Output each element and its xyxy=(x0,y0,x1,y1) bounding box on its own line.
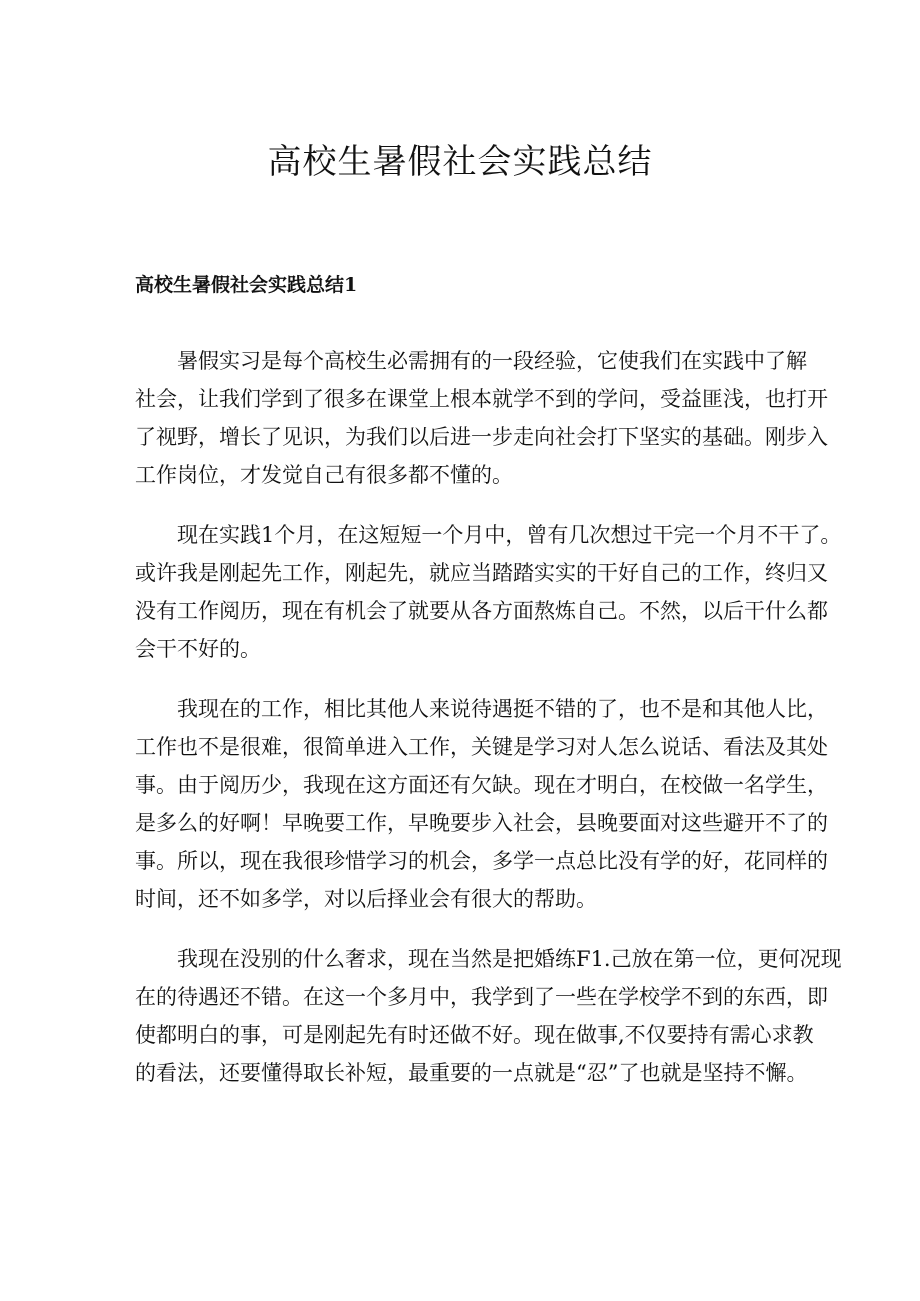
paragraph-line: 我现在的工作，相比其他人来说待遇挺不错的了，也不是和其他人比， xyxy=(177,697,828,721)
paragraph-line: 现在实践1个月，在这短短一个月中，曾有几次想过干完一个月不干了。 xyxy=(177,523,842,547)
paragraph-line: 的看法，还要懂得取长补短，最重要的一点就是“忍”了也就是坚持不懈。 xyxy=(135,1061,808,1085)
paragraph-1 xyxy=(135,342,828,494)
paragraph-line: 时间，还不如多学，对以后择业会有很大的帮助。 xyxy=(135,887,597,911)
paragraph-2 xyxy=(135,516,842,668)
paragraph-line: 工作也不是很难，很简单进入工作，关键是学习对人怎么说话、看法及其处 xyxy=(135,735,828,759)
document-body xyxy=(135,342,842,1114)
paragraph-line: 事。所以，现在我很珍惜学习的机会，多学一点总比没有学的好，花同样的 xyxy=(135,849,828,873)
paragraph-4 xyxy=(135,940,842,1092)
paragraph-line: 社会，让我们学到了很多在课堂上根本就学不到的学问，受益匪浅，也打开 xyxy=(135,387,828,411)
paragraph-line: 使都明白的事，可是刚起先有时还做不好。现在做事,不仅要持有需心求教 xyxy=(135,1023,814,1047)
paragraph-line: 在的待遇还不错。在这一个多月中，我学到了一些在学校学不到的东西，即 xyxy=(135,985,828,1009)
paragraph-line: 是多么的好啊！早晚要工作，早晚要步入社会，县晚要面对这些避开不了的 xyxy=(135,811,828,835)
paragraph-line: 没有工作阅历，现在有机会了就要从各方面熬炼自己。不然，以后干什么都 xyxy=(135,599,828,623)
paragraph-line: 我现在没别的什么奢求，现在当然是把婚练F1.己放在第一位，更何况现 xyxy=(177,947,842,971)
paragraph-line: 工作岗位，才发觉自己有很多都不懂的。 xyxy=(135,463,513,487)
paragraph-line: 会干不好的。 xyxy=(135,637,261,661)
paragraph-line: 了视野，增长了见识，为我们以后进一步走向社会打下坚实的基础。刚步入 xyxy=(135,425,828,449)
paragraph-line: 暑假实习是每个高校生必需拥有的一段经验，它使我们在实践中了解 xyxy=(177,349,807,373)
section-heading: 高校生暑假社会实践总结1 xyxy=(135,274,358,296)
paragraph-3 xyxy=(135,690,828,918)
paragraph-line: 事。由于阅历少，我现在这方面还有欠缺。现在才明白，在校做一名学生， xyxy=(135,773,828,797)
document-title: 高校生暑假社会实践总结 xyxy=(267,142,653,182)
paragraph-line: 或许我是刚起先工作，刚起先，就应当踏踏实实的干好自己的工作，终归又 xyxy=(135,561,828,585)
